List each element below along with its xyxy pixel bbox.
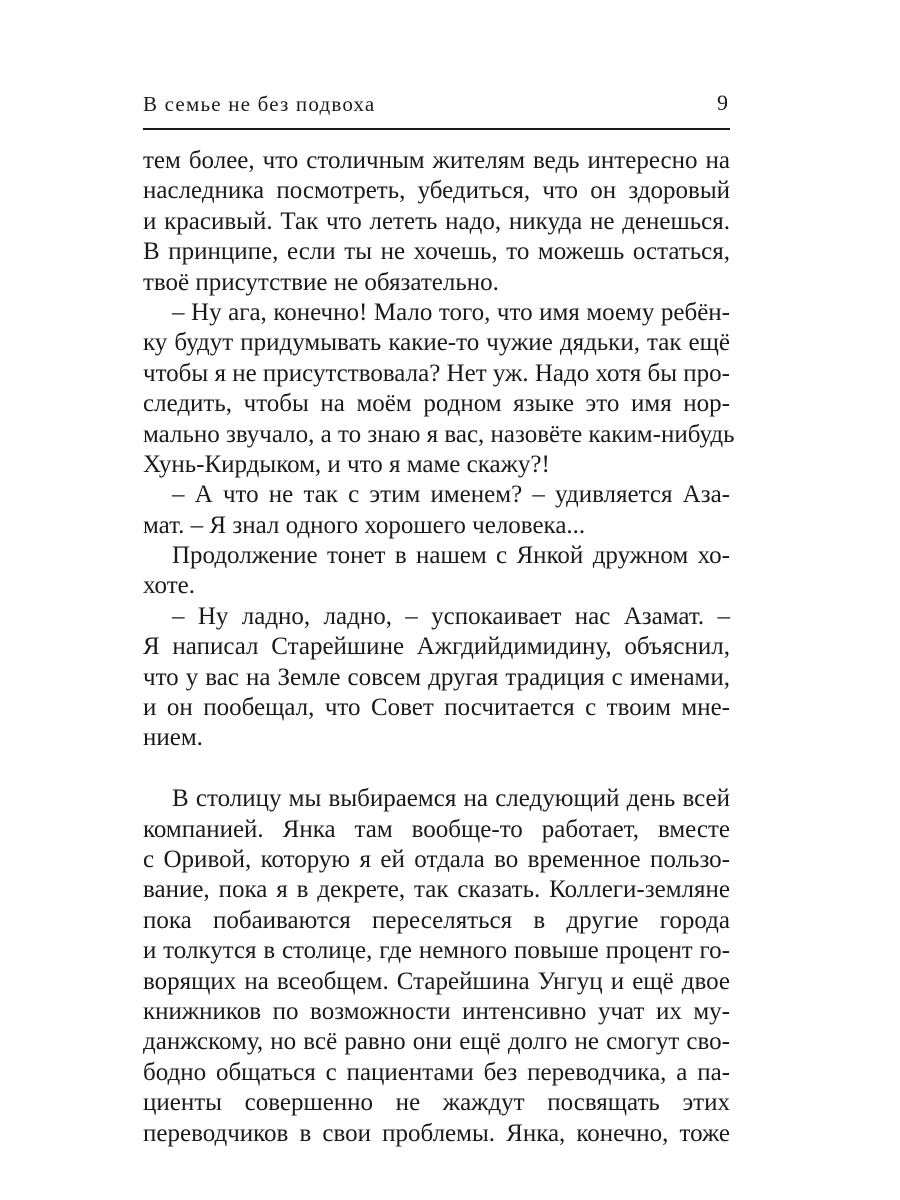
text-line: нием. bbox=[143, 724, 203, 752]
text-line: книжников по возможности интенсивно учат их му- bbox=[143, 997, 730, 1025]
text-line: Продолжение тонет в нашем с Янкой дружном хо- bbox=[172, 542, 730, 570]
text-line: мат. – Я знал одного хорошего человека... bbox=[143, 511, 586, 539]
text-line: данжскому, но всё равно они ещё долго не смогут сво- bbox=[143, 1028, 730, 1056]
text-line: В принципе, если ты не хочешь, то можешь остаться, bbox=[143, 238, 730, 266]
text-line: – Ну ага, конечно! Мало того, что имя моему ребён- bbox=[172, 298, 730, 326]
text-line: и он пообещал, что Совет посчитается с твоим мне- bbox=[143, 694, 730, 722]
text-line: – А что не так с этим именем? – удивляется Аза- bbox=[172, 481, 730, 509]
text-line: ворящих на всеобщем. Старейшина Унгуц и ещё двое bbox=[143, 967, 730, 995]
running-header bbox=[143, 88, 730, 128]
text-line: мально звучало, а то знаю я вас, назовёте каким-нибудь bbox=[143, 420, 735, 448]
text-line: Хунь-Кирдыком, и что я маме скажу?! bbox=[143, 450, 550, 478]
text-line: бодно общаться с пациентами без переводчика, а па- bbox=[143, 1058, 730, 1086]
text-line: и толкутся в столице, где немного повыше процент го- bbox=[143, 937, 730, 965]
text-line: и красивый. Так что лететь надо, никуда не денешься. bbox=[143, 207, 730, 235]
text-line: с Оривой, которую я ей отдала во временное пользо- bbox=[143, 845, 730, 873]
text-line: следить, чтобы на моём родном языке это имя нор- bbox=[143, 390, 730, 418]
text-line: ку будут придумывать какие-то чужие дядьки, так ещё bbox=[143, 329, 730, 357]
text-line: компанией. Янка там вообще-то работает, вместе bbox=[143, 815, 730, 843]
text-line: В столицу мы выбираемся на следующий день всей bbox=[172, 785, 730, 813]
page-number: 9 bbox=[717, 90, 728, 115]
text-line: циенты совершенно не жаждут посвящать этих bbox=[143, 1089, 730, 1117]
header-divider bbox=[143, 128, 730, 130]
body-text bbox=[143, 146, 735, 1149]
text-line: чтобы я не присутствовала? Нет уж. Надо хотя бы про- bbox=[143, 359, 730, 387]
text-line: что у вас на Земле совсем другая традиция с именами, bbox=[143, 663, 730, 691]
text-line: тем более, что столичным жителям ведь интересно на bbox=[143, 147, 730, 174]
text-line: твоё присутствие не обязательно. bbox=[143, 268, 499, 296]
text-line: вание, пока я в декрете, так сказать. Коллеги-земляне bbox=[143, 876, 730, 904]
section-break bbox=[143, 754, 730, 784]
running-header-title: В семье не без подвоха bbox=[143, 92, 376, 116]
text-line: – Ну ладно, ладно, – успокаивает нас Азамат. – bbox=[172, 602, 730, 630]
text-line: хоте. bbox=[143, 572, 195, 600]
text-line: Я написал Старейшине Ажгдийдимидину, объяснил, bbox=[143, 633, 730, 661]
text-line: пока побаиваются переселяться в другие города bbox=[143, 906, 730, 934]
text-line: переводчиков в свои проблемы. Янка, конечно, тоже bbox=[143, 1119, 730, 1147]
text-line: наследника посмотреть, убедиться, что он здоровый bbox=[143, 177, 730, 205]
